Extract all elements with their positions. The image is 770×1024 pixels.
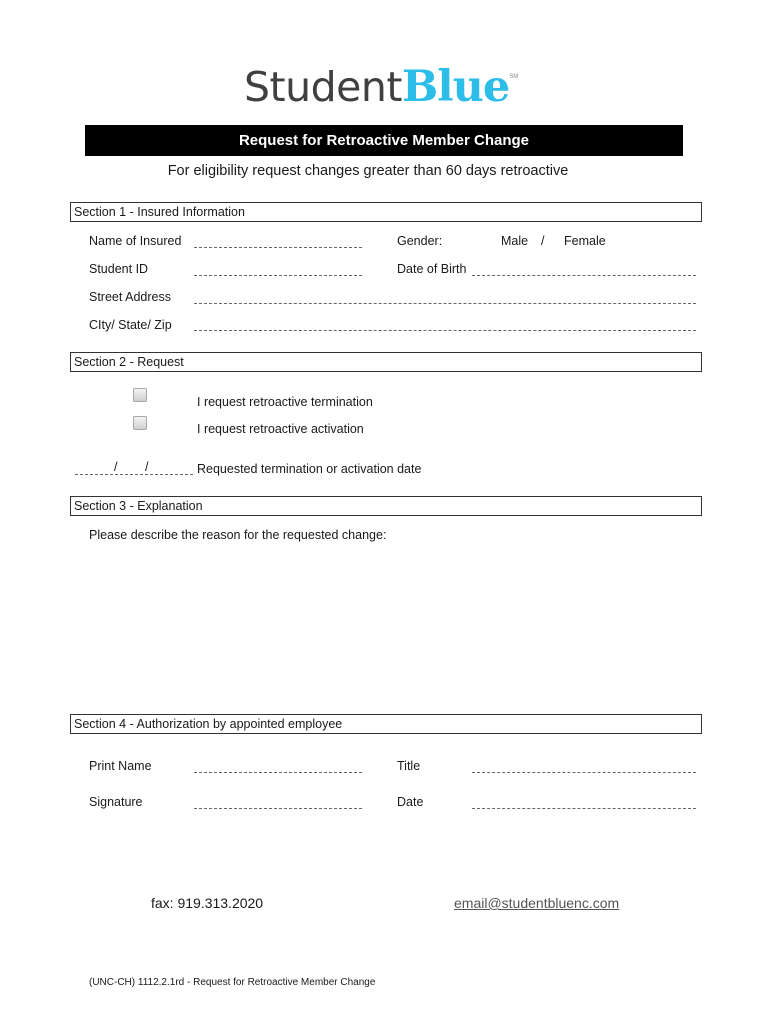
section2-header: Section 2 - Request: [70, 352, 702, 372]
student-id-field[interactable]: [194, 275, 362, 276]
name-of-insured-label: Name of Insured: [89, 234, 182, 248]
street-address-field[interactable]: [194, 303, 696, 304]
logo-text-student: Student: [244, 63, 402, 111]
section4-header: Section 4 - Authorization by appointed employee: [70, 714, 702, 734]
section1-header: Section 1 - Insured Information: [70, 202, 702, 222]
student-blue-logo: [244, 62, 518, 112]
section3-header: Section 3 - Explanation: [70, 496, 702, 516]
requested-date-field[interactable]: [75, 474, 193, 475]
print-name-field[interactable]: [194, 772, 362, 773]
fax-number: fax: 919.313.2020: [151, 895, 264, 911]
date-field[interactable]: [472, 808, 696, 809]
explanation-prompt: Please describe the reason for the requested change:: [89, 528, 387, 542]
gender-label: Gender:: [397, 234, 443, 248]
explanation-textarea[interactable]: [89, 548, 696, 703]
student-id-label: Student ID: [89, 262, 149, 276]
termination-checkbox[interactable]: [133, 388, 147, 402]
title-field[interactable]: [472, 772, 696, 773]
logo-text-blue: Blue: [401, 62, 510, 112]
date-of-birth-label: Date of Birth: [397, 262, 467, 276]
date-slash-2: /: [145, 460, 149, 474]
name-of-insured-field[interactable]: [194, 247, 362, 248]
city-state-zip-label: CIty/ State/ Zip: [89, 318, 172, 332]
city-state-zip-field[interactable]: [194, 330, 696, 331]
print-name-label: Print Name: [89, 759, 152, 773]
date-of-birth-field[interactable]: [472, 275, 696, 276]
activation-label: I request retroactive activation: [197, 422, 364, 436]
signature-field[interactable]: [194, 808, 362, 809]
street-address-label: Street Address: [89, 290, 171, 304]
activation-checkbox[interactable]: [133, 416, 147, 430]
form-footer: (UNC-CH) 1112.2.1rd - Request for Retroactive Member Change: [89, 977, 376, 988]
requested-date-label: Requested termination or activation date: [197, 462, 422, 476]
form-subtitle: For eligibility request changes greater than 60 days retroactive: [167, 163, 569, 179]
signature-label: Signature: [89, 795, 143, 809]
gender-male-option[interactable]: Male: [501, 234, 529, 248]
gender-female-option[interactable]: Female: [564, 234, 606, 248]
gender-separator: /: [541, 234, 545, 248]
title-label: Title: [397, 759, 421, 773]
date-slash-1: /: [114, 460, 118, 474]
form-title: Request for Retroactive Member Change: [85, 125, 683, 156]
date-label: Date: [397, 795, 424, 809]
logo-trademark: SM: [509, 74, 519, 80]
termination-label: I request retroactive termination: [197, 395, 373, 409]
email-link[interactable]: email@studentbluenc.com: [454, 895, 620, 911]
